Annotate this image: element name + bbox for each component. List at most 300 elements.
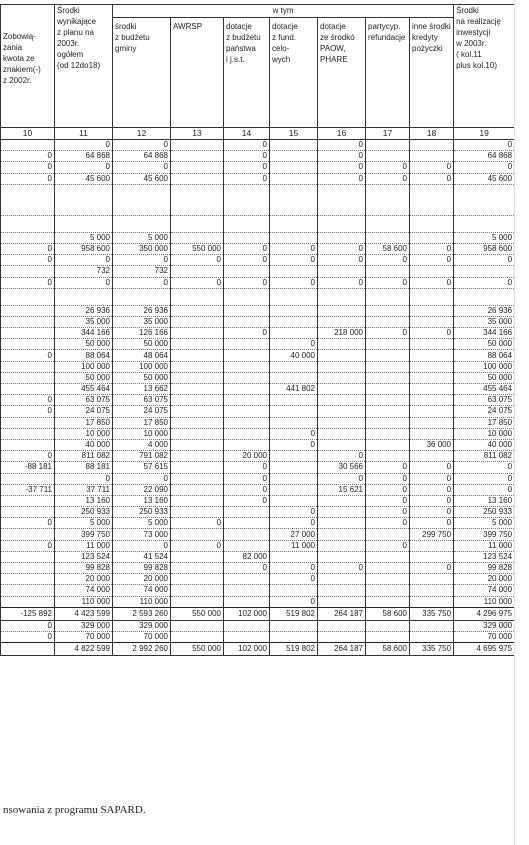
table-cell: 0 [55,473,113,484]
table-cell: 110 000 [113,596,171,607]
table-cell: 24 075 [55,406,113,417]
table-cell [1,339,55,350]
table-cell [270,232,318,243]
table-cell [224,596,270,607]
table-cell: 74 000 [454,585,515,596]
table-row [1,328,515,339]
table-cell [318,350,366,361]
table-cell: 4 822 599 [55,643,113,656]
header-budzet-gminy: środki z budżetu gminy [113,18,171,128]
table-cell [171,574,224,585]
table-cell: 0 [366,277,410,288]
table-cell [1,529,55,540]
table-cell: 45 600 [113,173,171,184]
table-cell [318,215,366,232]
table-cell: 0 [1,243,55,254]
table-cell [318,384,366,395]
column-number: 11 [55,128,113,140]
table-cell [171,563,224,574]
table-cell [366,372,410,383]
table-cell [366,288,410,305]
table-cell: 0 [366,462,410,473]
table-cell [366,631,410,642]
table-cell [171,551,224,562]
table-cell: 63 075 [113,395,171,406]
table-cell: 0 [366,255,410,266]
table-cell [410,305,454,316]
table-cell: 35 000 [113,316,171,327]
header-paow-phare: dotacje ze środkó PAOW, PHARE [318,18,366,128]
table-cell [171,173,224,184]
table-cell: 35 000 [55,316,113,327]
table-cell: 15 621 [318,484,366,495]
table-cell: 0 [224,162,270,173]
table-cell [224,439,270,450]
table-row [1,140,515,151]
table-cell [454,288,515,305]
table-cell [1,563,55,574]
table-cell: 0 [1,518,55,529]
table-cell: 0 [366,540,410,551]
table-cell [224,540,270,551]
table-cell: 0 [270,439,318,450]
table-cell [454,266,515,277]
table-cell: 0 [171,518,224,529]
table-row [1,350,515,361]
table-cell: 17 850 [454,417,515,428]
table-cell: 0 [113,473,171,484]
table-cell [318,596,366,607]
table-cell: 811 082 [454,451,515,462]
table-cell [224,417,270,428]
table-cell: 10 000 [454,428,515,439]
table-cell: 5 000 [55,232,113,243]
table-cell: 0 [454,473,515,484]
table-cell [224,518,270,529]
table-cell: 13 160 [113,495,171,506]
table-cell [366,316,410,327]
table-cell: 732 [113,266,171,277]
table-cell [270,484,318,495]
table-cell [1,495,55,506]
table-cell: 0 [113,162,171,173]
table-cell: 20 000 [224,451,270,462]
table-cell: 350 000 [113,243,171,254]
table-row [1,277,515,288]
table-cell: 11 000 [55,540,113,551]
table-cell: 0 [410,473,454,484]
table-cell: 99 828 [55,563,113,574]
table-cell: 20 000 [454,574,515,585]
table-cell: 58 600 [366,643,410,656]
table-row [1,372,515,383]
table-cell: 26 936 [55,305,113,316]
header-srodki-ogolem: Środki wynikające z planu na 2003r. ogółem (od 12do18) [55,5,113,128]
table-cell: 4 296 975 [454,607,515,620]
table-cell: 811 082 [55,451,113,462]
table-cell: 0 [113,140,171,151]
table-cell [410,288,454,305]
table-cell: 441 802 [270,384,318,395]
table-cell: 0 [113,277,171,288]
table-cell [366,620,410,631]
table-cell [366,574,410,585]
table-cell [224,395,270,406]
table-cell [270,305,318,316]
table-cell [270,328,318,339]
table-cell [224,574,270,585]
table-row [1,255,515,266]
table-cell [171,451,224,462]
table-cell [1,184,55,215]
table-cell [270,417,318,428]
table-row [1,507,515,518]
table-cell [1,439,55,450]
table-cell [318,406,366,417]
table-cell: 0 [454,255,515,266]
table-cell [224,288,270,305]
table-cell: 0 [55,140,113,151]
footnote-text: nsowania z programu SAPARD. [3,804,146,816]
table-cell: 73 000 [113,529,171,540]
table-row [1,162,515,173]
table-cell: 0 [224,473,270,484]
table-cell [224,305,270,316]
table-cell: 48 064 [113,350,171,361]
table-cell: 0 [270,277,318,288]
table-row [1,596,515,607]
table-cell [171,507,224,518]
table-cell [318,495,366,506]
table-cell: 41 524 [113,551,171,562]
table-cell: 50 000 [113,372,171,383]
table-cell: 0 [366,495,410,506]
table-cell: 5 000 [113,518,171,529]
table-row [1,428,515,439]
table-cell [270,473,318,484]
table-cell [1,551,55,562]
table-cell: 0 [410,255,454,266]
table-cell [171,406,224,417]
table-cell [410,372,454,383]
header-row-top [1,5,515,18]
table-cell: 2 593 260 [113,607,171,620]
table-row [1,518,515,529]
table-cell [270,288,318,305]
table-cell: 5 000 [55,518,113,529]
table-row [1,417,515,428]
table-row [1,288,515,305]
table-cell: 27 000 [270,529,318,540]
table-cell [270,462,318,473]
table-cell: 0 [1,173,55,184]
table-row [1,563,515,574]
table-cell [410,451,454,462]
table-cell: 110 000 [55,596,113,607]
table-cell [410,215,454,232]
table-cell: 0 [366,173,410,184]
table-cell [171,384,224,395]
table-cell [410,361,454,372]
table-cell [366,395,410,406]
table-cell: -37 711 [1,484,55,495]
table-cell [454,184,515,215]
table-row [1,384,515,395]
table-cell: 17 850 [55,417,113,428]
table-cell: 0 [1,162,55,173]
table-cell [318,631,366,642]
table-cell: 11 000 [270,540,318,551]
table-cell: 329 000 [55,620,113,631]
table-cell: 0 [1,451,55,462]
table-cell: 335 750 [410,643,454,656]
table-cell [1,215,55,232]
table-cell [270,451,318,462]
table-cell: 70 000 [113,631,171,642]
table-cell [454,215,515,232]
table-row [1,361,515,372]
table-row [1,173,515,184]
table-cell: 123 524 [55,551,113,562]
table-cell: 250 933 [55,507,113,518]
table-cell: 0 [270,574,318,585]
table-cell [410,631,454,642]
table-cell [318,361,366,372]
table-cell [270,620,318,631]
table-cell [270,551,318,562]
table-cell: 0 [113,540,171,551]
table-cell: 0 [224,484,270,495]
table-cell [366,439,410,450]
table-cell [366,232,410,243]
table-cell [366,140,410,151]
table-cell: 329 000 [113,620,171,631]
table-row [1,395,515,406]
table-cell [1,507,55,518]
table-cell: 0 [410,277,454,288]
table-cell [366,596,410,607]
table-cell: 399 750 [55,529,113,540]
table-cell: 519 802 [270,643,318,656]
table-cell: 36 000 [410,439,454,450]
table-cell [318,372,366,383]
table-cell [410,596,454,607]
table-cell: 64 868 [454,151,515,162]
table-cell: 335 750 [410,607,454,620]
table-cell: 2 992 260 [113,643,171,656]
table-cell [366,585,410,596]
table-cell: 26 936 [113,305,171,316]
table-cell: 0 [224,255,270,266]
table-cell: 732 [55,266,113,277]
table-cell: 0 [270,563,318,574]
table-cell [366,428,410,439]
table-cell [366,151,410,162]
table-cell: 4 000 [113,439,171,450]
table-cell [1,596,55,607]
table-cell [366,339,410,350]
table-cell: 5 000 [113,232,171,243]
table-cell [318,339,366,350]
table-cell [410,232,454,243]
table-cell [318,428,366,439]
table-cell [410,395,454,406]
table-cell: 11 000 [454,540,515,551]
table-cell: 0 [366,473,410,484]
table-cell: 0 [224,140,270,151]
table-cell: 399 750 [454,529,515,540]
table-cell: 0 [270,255,318,266]
table-cell [318,507,366,518]
table-cell: 0 [410,328,454,339]
table-cell: 102 000 [224,643,270,656]
table-cell: 550 000 [171,643,224,656]
table-cell [224,361,270,372]
table-cell [171,184,224,215]
table-body [1,140,515,656]
table-cell: 0 [1,631,55,642]
table-cell: 0 [224,462,270,473]
table-cell [224,406,270,417]
table-row [1,551,515,562]
table-cell: 20 000 [113,574,171,585]
table-cell: 329 000 [454,620,515,631]
table-cell [270,184,318,215]
table-cell [366,563,410,574]
scan-edge-line [514,0,515,845]
table-cell: 4 695 975 [454,643,515,656]
table-cell: 40 000 [55,439,113,450]
table-cell [171,631,224,642]
table-cell [366,215,410,232]
table-cell: 0 [224,277,270,288]
table-cell [224,620,270,631]
table-cell [113,215,171,232]
table-cell: 0 [454,277,515,288]
table-cell [318,316,366,327]
table-cell: 0 [113,255,171,266]
table-cell: 63 075 [55,395,113,406]
table-cell: 0 [410,243,454,254]
table-cell [171,372,224,383]
table-cell [270,372,318,383]
table-cell: 70 000 [454,631,515,642]
header-srodki-realizacja: Środki na realizację inwestycji w 2003r. ( kol.11 plus kol.10) [454,5,515,128]
table-cell [270,162,318,173]
header-w-tym: w tym [113,5,454,18]
table-cell: 0 [410,173,454,184]
table-row [1,462,515,473]
table-cell [270,495,318,506]
table-cell [318,529,366,540]
header-zobowiazania: Zobowią- zania kwota ze znakiem(-) z 2002r. [1,5,55,128]
table-cell: 30 566 [318,462,366,473]
table-cell [171,462,224,473]
table-cell: 791 082 [113,451,171,462]
table-cell: 17 850 [113,417,171,428]
header-awrsp: AWRSP [171,18,224,128]
table-cell [366,406,410,417]
table-cell [410,184,454,215]
table-cell [410,406,454,417]
table-cell: 10 000 [55,428,113,439]
table-cell: 519 802 [270,607,318,620]
table-cell [55,288,113,305]
column-number: 14 [224,128,270,140]
table-cell: 550 000 [171,243,224,254]
table-row [1,620,515,631]
table-cell [410,266,454,277]
table-cell: 88 064 [454,350,515,361]
table-cell [171,596,224,607]
table-cell: 74 000 [55,585,113,596]
table-cell: 0 [366,507,410,518]
table-row [1,184,515,215]
table-cell: 13 160 [55,495,113,506]
table-cell [318,232,366,243]
table-cell: 264 187 [318,643,366,656]
table-cell: 100 000 [454,361,515,372]
table-cell: 455 464 [454,384,515,395]
table-cell: 958 600 [454,243,515,254]
table-cell [270,266,318,277]
table-cell [224,316,270,327]
table-cell [171,162,224,173]
table-cell: 0 [318,243,366,254]
table-cell [1,266,55,277]
table-cell [1,328,55,339]
budget-table-sheet [0,4,529,656]
table-cell [410,585,454,596]
table-cell [410,316,454,327]
table-cell [224,529,270,540]
table-cell [366,451,410,462]
table-cell: 50 000 [113,339,171,350]
table-cell: 40 000 [454,439,515,450]
table-cell: 0 [1,395,55,406]
table-row [1,215,515,232]
table-cell [113,288,171,305]
table-cell: 0 [224,563,270,574]
table-cell: 24 075 [454,406,515,417]
table-cell [1,316,55,327]
table-cell [270,215,318,232]
table-cell: 0 [318,173,366,184]
table-cell: 0 [55,162,113,173]
header-fund-celowe: dotacje z fund. celo- wych [270,18,318,128]
table-cell: 50 000 [454,339,515,350]
table-cell: 0 [270,428,318,439]
table-row [1,473,515,484]
table-cell [366,350,410,361]
table-cell [171,339,224,350]
table-cell [224,507,270,518]
table-cell: 218 000 [318,328,366,339]
table-cell: 0 [1,277,55,288]
table-cell [270,395,318,406]
table-cell: 64 868 [55,151,113,162]
table-cell [55,184,113,215]
table-cell [366,305,410,316]
column-number: 16 [318,128,366,140]
table-row [1,232,515,243]
table-cell: 0 [366,162,410,173]
table-cell: 5 000 [454,232,515,243]
table-cell [366,417,410,428]
table-cell [171,305,224,316]
table-cell [270,173,318,184]
table-cell: 0 [224,328,270,339]
